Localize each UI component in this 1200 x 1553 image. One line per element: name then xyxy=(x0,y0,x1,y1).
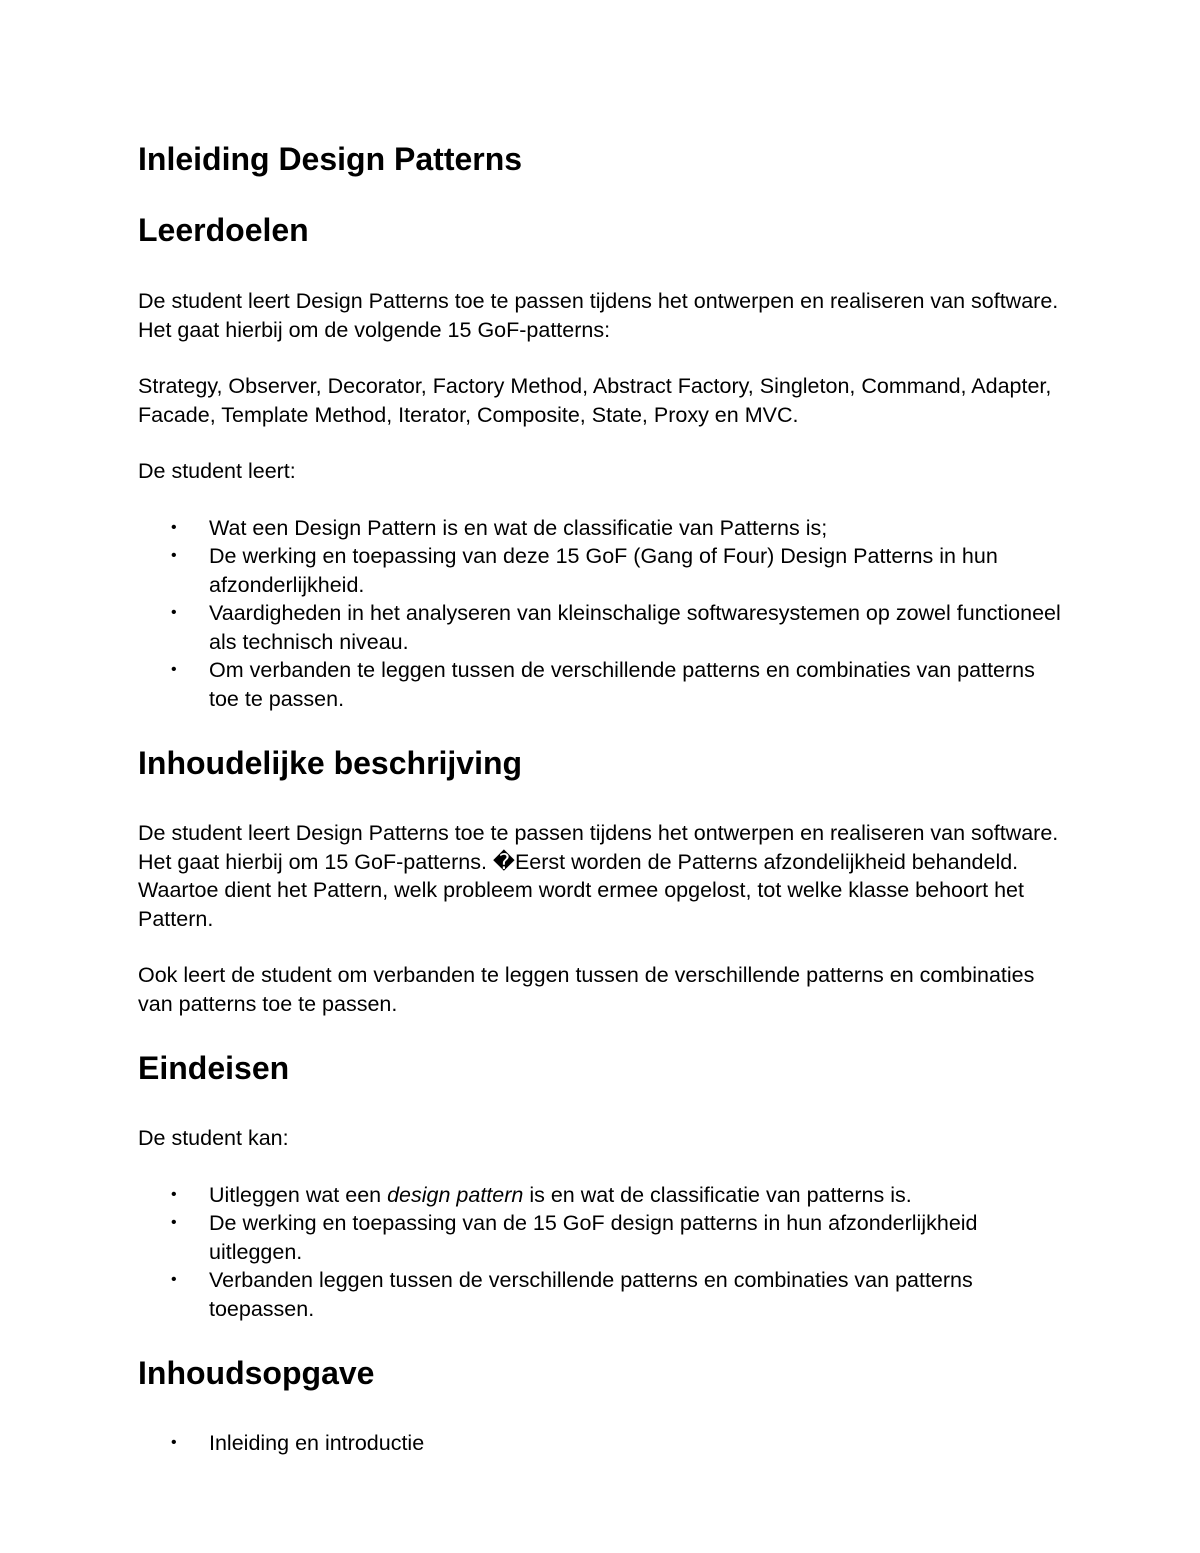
bullet-icon: • xyxy=(171,604,177,621)
list-item xyxy=(138,599,1068,656)
eindeisen-bullet-list xyxy=(138,1181,1068,1324)
eindeisen-intro: De student kan: xyxy=(138,1126,289,1150)
heading-inhoudsopgave: Inhoudsopgave xyxy=(138,1355,375,1391)
bullet-icon: • xyxy=(171,1214,177,1231)
bullet-icon: • xyxy=(171,1271,177,1288)
inhoudsopgave-bullet-list xyxy=(138,1429,1068,1458)
list-item-emphasis: design pattern xyxy=(387,1182,524,1207)
bullet-icon: • xyxy=(171,661,177,678)
list-item xyxy=(138,656,1068,713)
list-item-text: De werking en toepassing van de 15 GoF design patterns in hun afzonderlijkheid uitleggen. xyxy=(209,1211,978,1264)
inhoudelijke-paragraph-1: De student leert Design Patterns toe te passen tijdens het ontwerpen en realiseren van software. Het gaat hierbij om 15 GoF-patterns. �Eerst worden de Patterns afzondelijkheid behandeld. Waartoe dient het Pattern, welk probleem wordt ermee opgelost, tot welke klasse behoort het Pattern. xyxy=(138,821,1059,931)
list-item xyxy=(138,1429,1068,1458)
bullet-icon: • xyxy=(171,1434,177,1451)
inhoudelijke-paragraph-2: Ook leert de student om verbanden te leggen tussen de verschillende patterns en combinaties van patterns toe te passen. xyxy=(138,963,1035,1016)
list-item-text: Wat een Design Pattern is en wat de classificatie van Patterns is; xyxy=(209,515,828,540)
list-item-text-end: is en wat de classificatie van patterns is. xyxy=(523,1182,912,1207)
leerdoelen-paragraph-1: De student leert Design Patterns toe te passen tijdens het ontwerpen en realiseren van software. Het gaat hierbij om de volgende 15 GoF-patterns: xyxy=(138,289,1059,342)
list-item-text-start: Uitleggen wat een xyxy=(209,1182,388,1207)
list-item xyxy=(138,1181,1068,1210)
list-item-text: Om verbanden te leggen tussen de verschillende patterns en combinaties van patterns toe te passen. xyxy=(209,658,1035,711)
document-content xyxy=(138,138,1068,1458)
list-item xyxy=(138,514,1068,543)
list-item xyxy=(138,542,1068,599)
leerdoelen-bullet-list xyxy=(138,514,1068,714)
list-item-text: Vaardigheden in het analyseren van kleinschalige softwaresystemen op zowel functioneel als technisch niveau. xyxy=(209,601,1061,654)
bullet-icon: • xyxy=(171,1185,177,1203)
list-item xyxy=(138,1266,1068,1323)
leerdoelen-patterns-list: Strategy, Observer, Decorator, Factory Method, Abstract Factory, Singleton, Command, Adapter, Facade, Template Method, Iterator, Composite, State, Proxy en MVC. xyxy=(138,374,1052,427)
heading-leerdoelen: Leerdoelen xyxy=(138,212,309,248)
list-item xyxy=(138,1209,1068,1266)
bullet-icon: • xyxy=(171,547,177,564)
list-item-text: Inleiding en introductie xyxy=(209,1431,425,1455)
heading-inhoudelijke-beschrijving: Inhoudelijke beschrijving xyxy=(138,745,523,781)
leerdoelen-intro: De student leert: xyxy=(138,459,296,483)
bullet-icon: • xyxy=(171,518,177,536)
list-item-text: De werking en toepassing van deze 15 GoF (Gang of Four) Design Patterns in hun afzonderlijkheid. xyxy=(209,544,998,597)
list-item-text: Verbanden leggen tussen de verschillende patterns en combinaties van patterns toepassen. xyxy=(209,1268,973,1321)
heading-eindeisen: Eindeisen xyxy=(138,1050,290,1086)
document-title: Inleiding Design Patterns xyxy=(138,141,523,177)
